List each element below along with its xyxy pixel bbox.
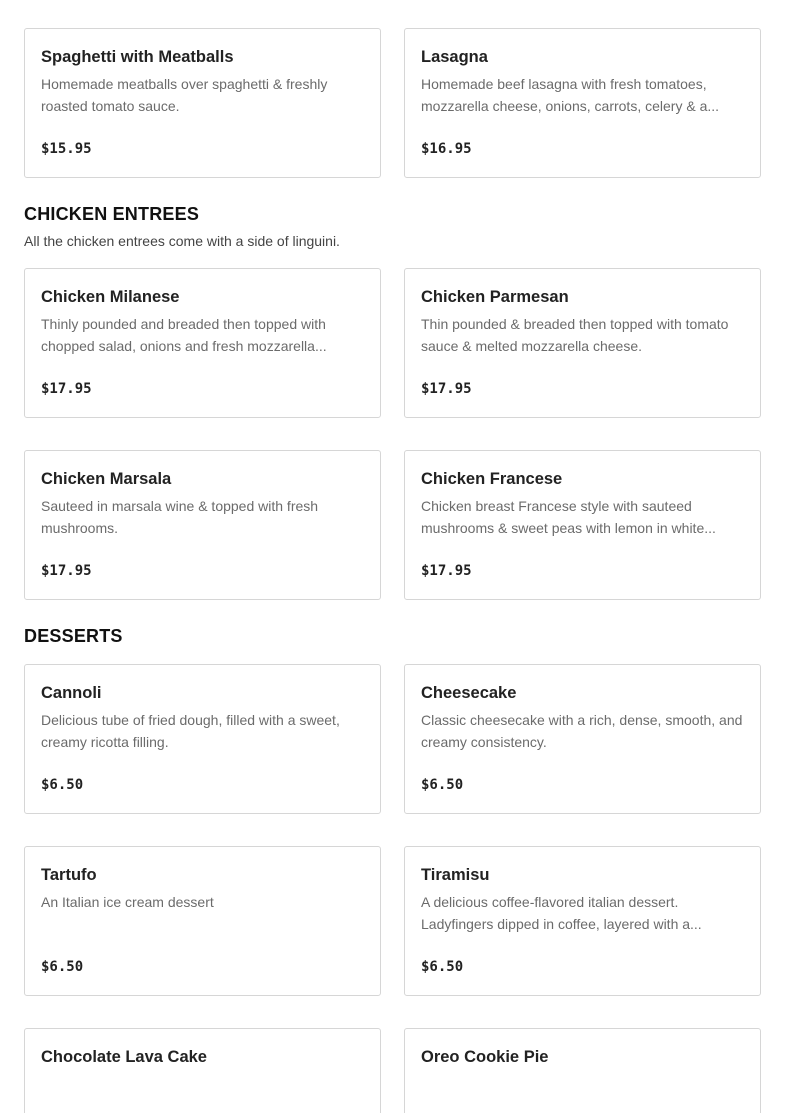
menu-item-price: $6.50 (421, 777, 464, 793)
menu-item-card[interactable] (24, 268, 381, 418)
menu-row (24, 846, 761, 996)
menu-item-card[interactable] (404, 268, 761, 418)
menu-item-description: Sauteed in marsala wine & topped with fresh mushrooms. (41, 498, 319, 536)
menu-item-description: Thinly pounded and breaded then topped with chopped salad, onions and fresh mozzarella... (41, 316, 327, 354)
menu-item-description (421, 1073, 744, 1113)
menu-item-card[interactable] (404, 28, 761, 178)
menu-row (24, 28, 761, 178)
menu-item-description: Delicious tube of fried dough, filled with a sweet, creamy ricotta filling. (41, 712, 340, 750)
menu-item-name: Spaghetti with Meatballs (41, 48, 234, 66)
menu-item-card[interactable] (404, 450, 761, 600)
menu-item-description: A delicious coffee-flavored italian dessert. Ladyfingers dipped in coffee, layered with a... (421, 894, 702, 932)
menu-row (24, 664, 761, 814)
menu-item-description: Chicken breast Francese style with sauteed mushrooms & sweet peas with lemon in white... (421, 498, 716, 536)
menu-item-card[interactable] (24, 28, 381, 178)
menu-item-name: Chicken Parmesan (421, 288, 569, 306)
menu-item-card[interactable] (24, 664, 381, 814)
menu-item-card[interactable] (404, 664, 761, 814)
menu-row (24, 268, 761, 418)
menu-item-description: Homemade beef lasagna with fresh tomatoes, mozzarella cheese, onions, carrots, celery & a... (421, 76, 720, 114)
section-title-chicken-entrees: CHICKEN ENTREES (24, 204, 200, 224)
menu-item-name: Tiramisu (421, 866, 490, 884)
menu-item-name: Cannoli (41, 684, 102, 702)
menu-item-description: An Italian ice cream dessert (41, 894, 214, 910)
menu-item-price: $17.95 (41, 381, 92, 397)
menu-item-name: Chicken Francese (421, 470, 563, 488)
menu-item-price: $16.95 (421, 141, 472, 157)
menu-item-description: Classic cheesecake with a rich, dense, smooth, and creamy consistency. (421, 712, 743, 750)
section-subtitle-chicken-entrees: All the chicken entrees come with a side of linguini. (24, 233, 340, 249)
menu-item-price: $6.50 (41, 959, 84, 975)
menu-item-description (41, 1073, 364, 1113)
menu-item-description: Thin pounded & breaded then topped with tomato sauce & melted mozzarella cheese. (421, 316, 729, 354)
menu-item-price: $15.95 (41, 141, 92, 157)
menu-item-name: Tartufo (41, 866, 97, 884)
menu-item-card[interactable] (24, 1028, 381, 1113)
menu-item-name: Chocolate Lava Cake (41, 1048, 207, 1066)
menu-item-card[interactable] (404, 846, 761, 996)
menu-item-name: Lasagna (421, 48, 488, 66)
menu-item-name: Cheesecake (421, 684, 517, 702)
menu-item-name: Oreo Cookie Pie (421, 1048, 549, 1066)
menu-item-price: $6.50 (421, 959, 464, 975)
menu-item-name: Chicken Milanese (41, 288, 180, 306)
section-title-desserts: DESSERTS (24, 626, 123, 646)
menu-item-price: $6.50 (41, 777, 84, 793)
menu-item-price: $17.95 (41, 563, 92, 579)
menu-item-card[interactable] (404, 1028, 761, 1113)
menu-item-price: $17.95 (421, 381, 472, 397)
menu-row (24, 1028, 761, 1113)
menu-item-card[interactable] (24, 450, 381, 600)
menu-item-name: Chicken Marsala (41, 470, 172, 488)
menu-row (24, 450, 761, 600)
menu-item-card[interactable] (24, 846, 381, 996)
menu-item-description: Homemade meatballs over spaghetti & freshly roasted tomato sauce. (41, 76, 328, 114)
menu-item-price: $17.95 (421, 563, 472, 579)
